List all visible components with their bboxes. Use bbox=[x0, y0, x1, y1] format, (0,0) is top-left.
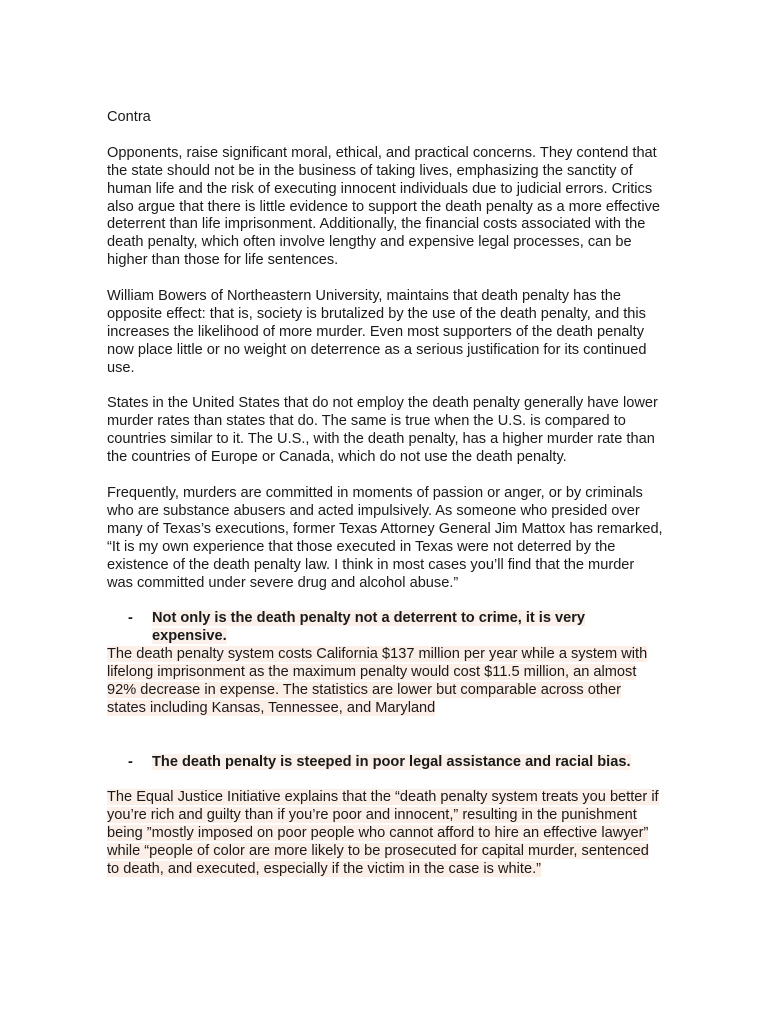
bullet-marker: - bbox=[128, 610, 133, 627]
highlighted-text: The death penalty system costs California $137 million per year while a system with lifelong imprisonment as the maximum penalty would cost $11.5 million, an almost 92% decrease in expense. The statistics are lower but comparable across other states including Kansas, Tennessee, and Maryland bbox=[107, 646, 648, 716]
bullet-title: The death penalty is steeped in poor legal assistance and racial bias. bbox=[152, 753, 631, 770]
paragraph-mattox: Frequently, murders are committed in moments of passion or anger, or by criminals who are substance abusers and acted impulsively. As someone who presided over many of Texas’s executions, former Texas Attorney General Jim Mattox has remarked, “It is my own experience that those executed in Texas were not deterred by the existence of the death penalty law. I think in most cases you’ll find that the murder was committed under severe drug and alcohol abuse.” bbox=[107, 484, 663, 591]
bullet-title: Not only is the death penalty not a deterrent to crime, it is very expensive. bbox=[152, 610, 586, 645]
highlighted-text: The Equal Justice Initiative explains that the “death penalty system treats you better if you’re rich and guilty than if you’re poor and innocent,” resulting in the punishment being ”mostly imposed on poor people who cannot afford to hire an effective lawyer” while “people of color are more likely to be prosecuted for capital murder, sentenced to death, and executed, especially if the victim in the case is white.” bbox=[107, 789, 659, 877]
bullet-item-expense bbox=[107, 610, 647, 646]
section-heading: Contra bbox=[107, 109, 151, 125]
document-body bbox=[107, 109, 663, 879]
highlighted-paragraph-cost bbox=[107, 646, 663, 718]
bullet-marker: - bbox=[128, 753, 133, 770]
highlighted-paragraph-equal-justice bbox=[107, 789, 663, 879]
spacer bbox=[107, 718, 663, 754]
paragraph-bowers: William Bowers of Northeastern University, maintains that death penalty has the opposite effect: that is, society is brutalized by the use of the death penalty, and this increases the likelihood of more murder. Even most supporters of the death penalty now place little or no weight on deterrence as a serious justification for its continued use. bbox=[107, 288, 647, 376]
paragraph-states: States in the United States that do not employ the death penalty generally have lower murder rates than states that do. The same is true when the U.S. is compared to countries similar to it. The U.S., with the death penalty, has a higher murder rate than the countries of Europe or Canada, which do not use the death penalty. bbox=[107, 395, 658, 466]
spacer bbox=[107, 771, 663, 789]
bullet-item-bias bbox=[107, 754, 647, 772]
paragraph-opponents: Opponents, raise significant moral, ethical, and practical concerns. They contend that the state should not be in the business of taking lives, emphasizing the sanctity of human life and the risk of executing innocent individuals due to judicial errors. Critics also argue that there is little evidence to support the death penalty as a more effective deterrent than life imprisonment. Additionally, the financial costs associated with the death penalty, which often involve lengthy and expensive legal processes, can be higher than those for life sentences. bbox=[107, 144, 661, 269]
